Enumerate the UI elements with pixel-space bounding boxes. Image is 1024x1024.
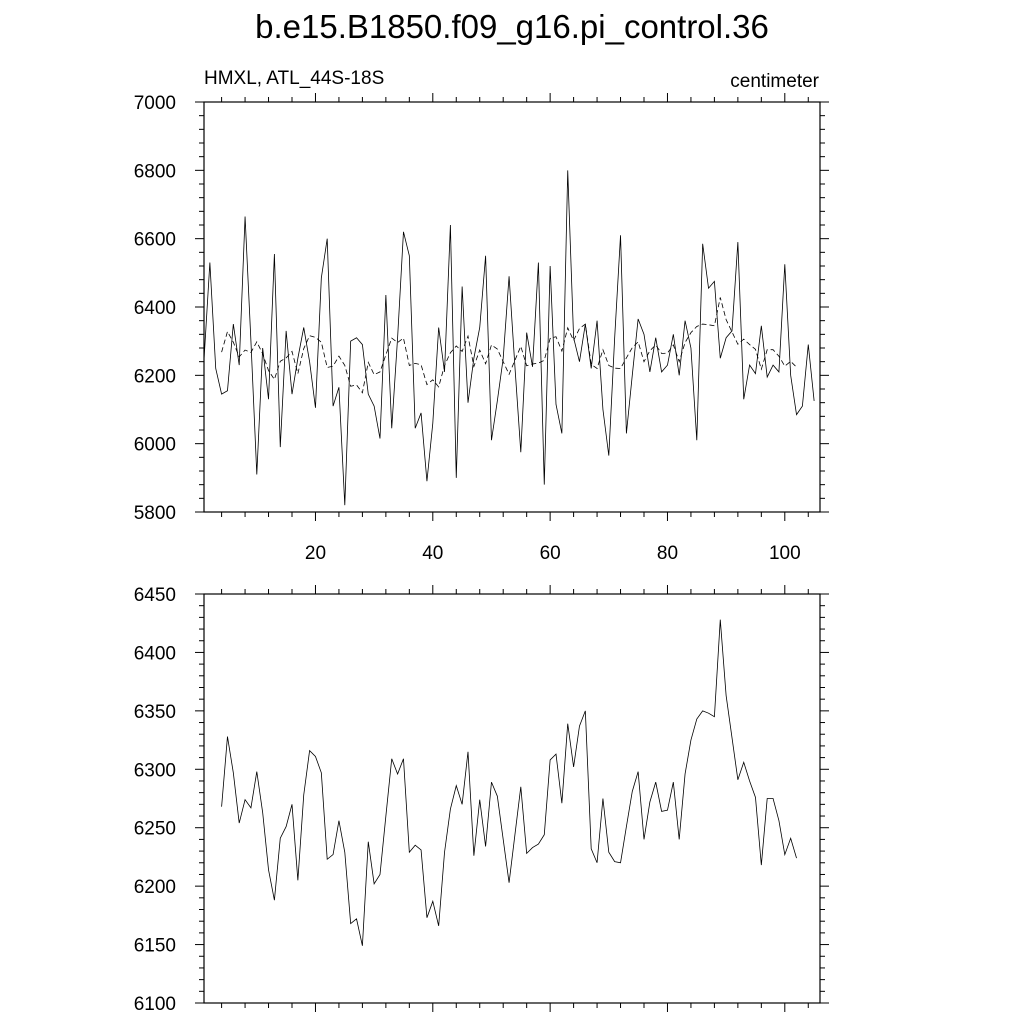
y-tick-label: 6250 [133,818,176,840]
y-tick-label: 6200 [133,877,176,899]
y-tick-label: 6450 [133,585,176,606]
y-tick-label: 5800 [133,503,176,524]
series-line [204,170,814,505]
x-tick-label: 60 [539,543,561,564]
y-tick-label: 6400 [133,643,176,665]
y-tick-label: 6800 [133,161,176,183]
x-tick-label: 80 [656,543,679,564]
y-tick-label: 6200 [133,366,176,388]
y-tick-label: 7000 [133,93,176,114]
y-tick-label: 6350 [133,701,176,723]
top-panel-variable-label: HMXL, ATL_44S-18S [204,68,385,89]
plot-frame [204,594,820,1003]
y-tick-label: 6400 [133,298,176,319]
chart-title: b.e15.B1850.f09_g16.pi_control.36 [255,8,769,45]
y-tick-label: 6000 [133,434,176,456]
panel-2 [134,585,829,1015]
x-tick-label: 40 [422,543,444,564]
series-line [222,620,797,946]
y-tick-label: 6600 [133,229,176,251]
x-tick-label: 100 [768,543,801,564]
series-line-dashed [222,297,797,392]
y-tick-label: 6150 [133,935,176,957]
y-tick-label: 6100 [133,994,176,1015]
top-panel-units-label: centimeter [730,71,819,92]
plot-frame [204,102,820,512]
x-tick-label: 20 [304,543,327,564]
panel-1 [134,93,829,564]
y-tick-label: 6300 [133,760,176,782]
